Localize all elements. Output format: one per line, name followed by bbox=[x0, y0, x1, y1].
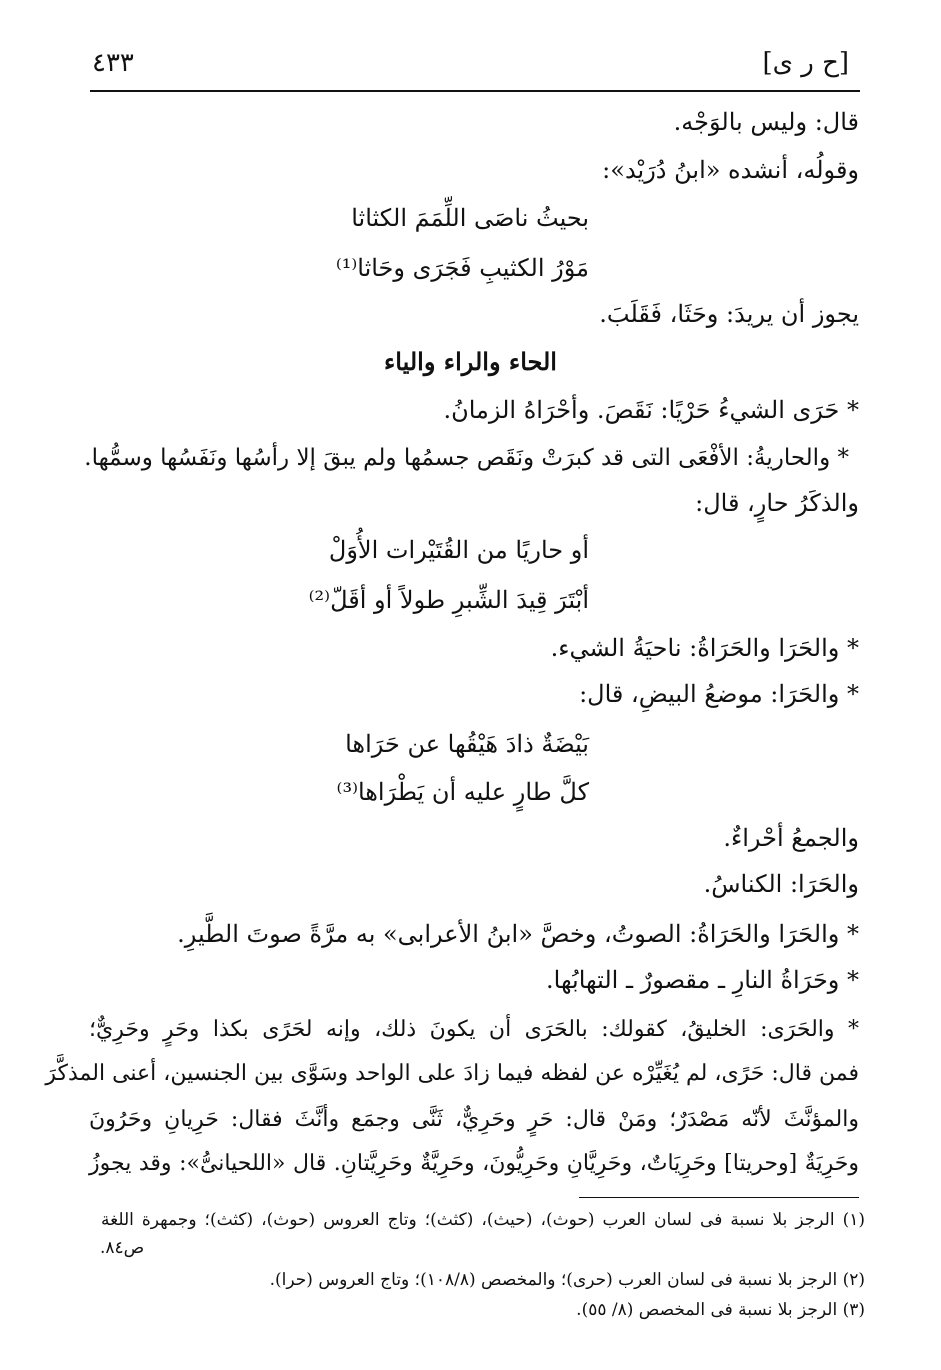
text-line: * والحاريةُ: الأفْعَى التى قد كبرَتْ ونَقَص جسمُها ولم يبقَ إلا رأسُها ونَفَسُها وسمُّها. bbox=[84, 445, 849, 471]
text-line: * والحَرَا والحَرَاةُ: ناحيَةُ الشيء. bbox=[550, 634, 859, 662]
verse-line: أبْتَرَ قِيدَ الشِّبرِ طولاً أو أقَلّ⁽²⁾ bbox=[308, 586, 589, 614]
footnote: ص٨٤. bbox=[100, 1238, 145, 1258]
verse-line: مَوْرُ الكثيبِ فَجَرَى وحَاثا⁽¹⁾ bbox=[335, 254, 589, 282]
root-header: [ح ر ى] bbox=[762, 48, 849, 78]
text-line: يجوز أن يريدَ: وحَثَا، فَقَلَبَ. bbox=[599, 300, 859, 328]
section-heading: الحاء والراء والياء bbox=[384, 347, 557, 376]
verse-line: أو حاريًا من القُتَيْرات الأُوَلْ bbox=[328, 536, 589, 564]
text-line: وحَرِيَةٌ [وحريتا] وحَرِيَاتٌ، وحَرِيَّانِ وحَرِيُّونَ، وحَرِيَّةٌ وحَرِيَّتانِ. قال «اللحيانىُّ»: وقد يجوزُ bbox=[89, 1151, 859, 1176]
verse-line: كلَّ طارٍ عليه أن يَطْرَاها⁽³⁾ bbox=[336, 778, 589, 806]
page-number: ٤٣٣ bbox=[92, 48, 134, 78]
footnote: (٢) الرجز بلا نسبة فى لسان العرب (حرى)؛ والمخصص (١٠٨/٨)؛ وتاج العروس (حرا). bbox=[269, 1270, 865, 1290]
text-line: * والحَرَى: الخليقُ، كقولك: بالحَرَى أن يكونَ ذلك، وإنه لحَرًى بكذا وحَرٍ وحَرِيٌّ؛ bbox=[89, 1017, 859, 1042]
footnote-rule bbox=[579, 1197, 859, 1198]
verse-line: بحيثُ ناصَى اللِّمَمَ الكثاثا bbox=[351, 204, 589, 232]
footnote: (٣) الرجز بلا نسبة فى المخصص (٨/ ٥٥). bbox=[576, 1300, 865, 1320]
text-line: والمؤنَّثَ لأنّه مَصْدَرٌ؛ ومَنْ قال: حَرٍ وحَرِيٌّ، ثَنَّى وجمَع وأنَّثَ فقال: حَرِيانِ وحَرُونَ bbox=[89, 1107, 859, 1132]
text-line: فمن قال: حَرًى، لم يُغَيِّرْه عن لفظه فيما زادَ على الواحد وسَوَّى بين الجنسين، أعنى المذكَّرَ bbox=[45, 1061, 859, 1086]
text-line: والجمعُ أحْراءٌ. bbox=[723, 824, 859, 852]
text-line: * وحَرَاةُ النارِ ـ مقصورٌ ـ التهابُها. bbox=[546, 966, 859, 994]
verse-line: بَيْضَةٌ ذادَ هَيْقُها عن حَرَاها bbox=[345, 730, 589, 758]
text-line: * حَرَى الشيءُ حَرْيًا: نَقَصَ. وأحْرَاهُ الزمانُ. bbox=[443, 396, 859, 424]
text-line: والحَرَا: الكناسُ. bbox=[703, 870, 859, 898]
header-rule bbox=[90, 90, 860, 92]
text-line: والذكَرُ حارٍ، قال: bbox=[695, 489, 859, 517]
text-line: قال: وليس بالوَجْه. bbox=[673, 108, 859, 136]
text-line: * والحَرَا: موضعُ البيضِ، قال: bbox=[579, 680, 859, 708]
text-line: * والحَرَا والحَرَاةُ: الصوتُ، وخصَّ «ابنُ الأعرابى» به مرَّةً صوتَ الطَّيرِ. bbox=[177, 920, 859, 948]
text-line: وقولُه، أنشده «ابنُ دُرَيْد»: bbox=[602, 156, 859, 184]
footnote: (١) الرجز بلا نسبة فى لسان العرب (حوث)، (حيث)، (كثث)؛ وتاج العروس (حوث)، (كثث)؛ وجمهرة اللغة bbox=[101, 1210, 865, 1230]
